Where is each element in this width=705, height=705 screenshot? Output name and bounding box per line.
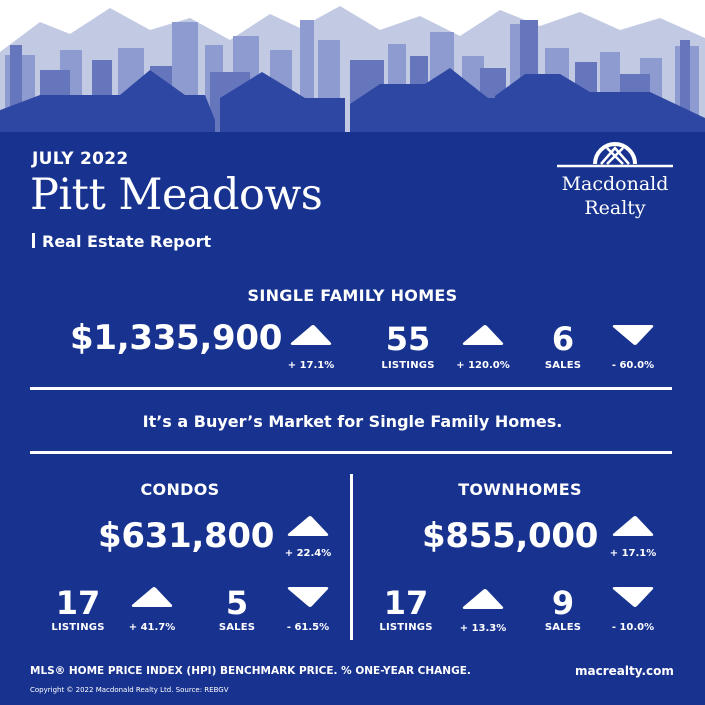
arrow-up-icon xyxy=(287,515,329,537)
divider xyxy=(30,451,672,454)
arrow-down-icon xyxy=(612,324,654,346)
arrow-up-icon xyxy=(462,324,504,346)
condos-listings: 17 xyxy=(55,584,101,622)
brand-line-1: Macdonald xyxy=(561,173,669,195)
single-family-price-change: + 17.1% xyxy=(287,360,335,371)
townhomes-price-change: + 17.1% xyxy=(609,548,657,559)
single-family-sales-change: - 60.0% xyxy=(611,360,655,371)
page-title: Pitt Meadows xyxy=(30,170,323,220)
website-link[interactable]: macrealty.com xyxy=(575,664,674,678)
footer-note: MLS® HOME PRICE INDEX (HPI) BENCHMARK PRICE. % ONE-YEAR CHANGE. xyxy=(30,665,471,677)
skyline-illustration xyxy=(0,0,705,140)
arrow-down-icon xyxy=(287,586,329,608)
report-date: JULY 2022 xyxy=(32,149,129,169)
condos-price: $631,800 xyxy=(98,516,275,556)
arrow-up-icon xyxy=(131,586,173,608)
condos-price-change: + 22.4% xyxy=(284,548,332,559)
single-family-listings: 55 xyxy=(385,320,431,358)
townhomes-listings-change: + 13.3% xyxy=(459,623,507,634)
condos-sales: 5 xyxy=(225,584,249,622)
condos-title: CONDOS xyxy=(140,480,220,499)
townhomes-listings: 17 xyxy=(383,584,429,622)
townhomes-title: TOWNHOMES xyxy=(458,480,582,499)
brand-name xyxy=(545,172,685,220)
single-family-title: SINGLE FAMILY HOMES xyxy=(247,286,458,305)
arrow-up-icon xyxy=(290,324,332,346)
condos-listings-label: LISTINGS xyxy=(51,622,105,633)
copyright: Copyright © 2022 Macdonald Realty Ltd. Source: REBGV xyxy=(30,686,229,694)
arrow-up-icon xyxy=(462,588,504,610)
arrow-up-icon xyxy=(612,515,654,537)
condos-sales-label: SALES xyxy=(218,622,256,633)
subtitle-bar xyxy=(32,233,35,248)
condos-sales-change: - 61.5% xyxy=(286,622,330,633)
single-family-price: $1,335,900 xyxy=(70,318,283,358)
townhomes-sales: 9 xyxy=(551,584,575,622)
vertical-divider xyxy=(350,474,353,640)
report-subtitle: Real Estate Report xyxy=(42,232,212,251)
townhomes-sales-change: - 10.0% xyxy=(611,622,655,633)
townhomes-listings-label: LISTINGS xyxy=(379,622,433,633)
single-family-listings-change: + 120.0% xyxy=(456,360,510,371)
townhomes-price: $855,000 xyxy=(422,516,599,556)
macdonald-realty-logo-icon xyxy=(545,130,685,175)
market-tagline: It’s a Buyer’s Market for Single Family Homes. xyxy=(142,412,563,431)
arrow-down-icon xyxy=(612,586,654,608)
single-family-sales: 6 xyxy=(551,320,575,358)
brand-line-2: Realty xyxy=(584,197,646,219)
divider xyxy=(30,387,672,390)
condos-listings-change: + 41.7% xyxy=(128,622,176,633)
townhomes-sales-label: SALES xyxy=(544,622,582,633)
single-family-listings-label: LISTINGS xyxy=(381,360,435,371)
single-family-sales-label: SALES xyxy=(544,360,582,371)
